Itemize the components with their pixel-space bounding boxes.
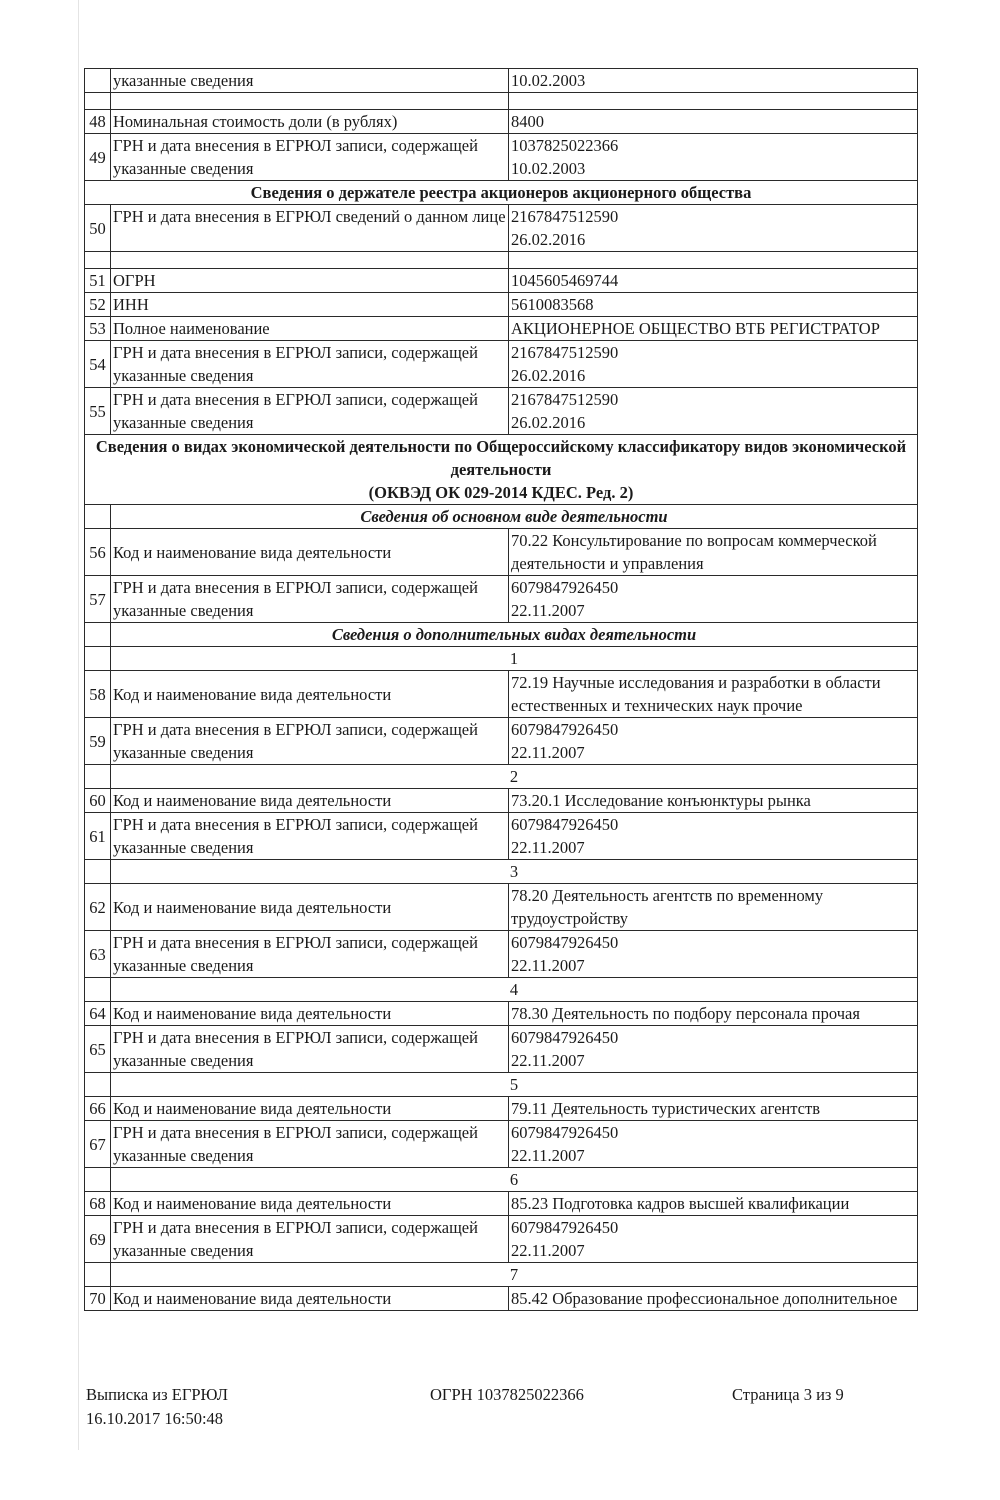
row-number: 53 xyxy=(85,317,111,341)
table-row xyxy=(85,789,918,813)
row-number-empty xyxy=(85,860,111,884)
row-label: Код и наименование вида деятельности xyxy=(111,1287,509,1311)
row-number: 55 xyxy=(85,388,111,435)
row-value xyxy=(509,1192,918,1216)
row-number: 59 xyxy=(85,718,111,765)
activity-counter-row xyxy=(85,860,918,884)
row-number: 64 xyxy=(85,1002,111,1026)
row-label: ГРН и дата внесения в ЕГРЮЛ сведений о данном лице xyxy=(111,205,509,252)
row-label: ГРН и дата внесения в ЕГРЮЛ записи, содержащей указанные сведения xyxy=(111,341,509,388)
row-value xyxy=(509,671,918,718)
section-header-line: (ОКВЭД ОК 029-2014 КДЕС. Ред. 2) xyxy=(368,483,634,502)
row-value-line: 1045605469744 xyxy=(511,271,619,290)
row-value-line: 8400 xyxy=(511,112,544,131)
row-value-line: 78.30 Деятельность по подбору персонала прочая xyxy=(511,1004,860,1023)
row-number-empty xyxy=(85,69,111,93)
row-number: 70 xyxy=(85,1287,111,1311)
row-number: 50 xyxy=(85,205,111,252)
row-value-line: 79.11 Деятельность туристических агентств xyxy=(511,1099,821,1118)
row-value-line: 6079847926450 xyxy=(511,720,619,739)
activity-counter-row xyxy=(85,1263,918,1287)
row-value xyxy=(509,205,918,252)
row-number-empty xyxy=(85,765,111,789)
activity-counter-row xyxy=(85,1073,918,1097)
row-value-line: 26.02.2016 xyxy=(511,366,586,385)
row-number-empty xyxy=(85,1168,111,1192)
section-header xyxy=(85,181,918,205)
row-value xyxy=(509,293,918,317)
table-row xyxy=(85,813,918,860)
row-label: Код и наименование вида деятельности xyxy=(111,671,509,718)
table-row xyxy=(85,293,918,317)
row-value-line: 22.11.2007 xyxy=(511,1241,585,1260)
table-row xyxy=(85,1192,918,1216)
row-number: 57 xyxy=(85,576,111,623)
row-number-empty xyxy=(85,623,111,647)
row-number: 61 xyxy=(85,813,111,860)
row-value: 10.02.2003 xyxy=(509,69,918,93)
subsection-header: Сведения об основном виде деятельности xyxy=(111,505,918,529)
row-value-line: 6079847926450 xyxy=(511,815,619,834)
row-number-empty xyxy=(85,978,111,1002)
row-value-line: 2167847512590 xyxy=(511,343,619,362)
row-value-line: 85.42 Образование профессиональное дополнительное xyxy=(511,1289,898,1308)
row-number: 63 xyxy=(85,931,111,978)
row-label: ГРН и дата внесения в ЕГРЮЛ записи, содержащей указанные сведения xyxy=(111,1121,509,1168)
footer-ogrn: ОГРН 1037825022366 xyxy=(430,1385,584,1404)
row-value-line: 73.20.1 Исследование конъюнктуры рынка xyxy=(511,791,811,810)
activity-counter: 7 xyxy=(111,1263,918,1287)
row-label: Код и наименование вида деятельности xyxy=(111,884,509,931)
table-row-continuation xyxy=(85,69,918,93)
row-label: ГРН и дата внесения в ЕГРЮЛ записи, содержащей указанные сведения xyxy=(111,134,509,181)
row-value-line: 6079847926450 xyxy=(511,1028,619,1047)
blank-cell xyxy=(85,252,111,269)
row-value-line: 6079847926450 xyxy=(511,578,619,597)
blank-cell xyxy=(509,252,918,269)
table-row xyxy=(85,1287,918,1311)
row-value xyxy=(509,1026,918,1073)
row-value-line: 6079847926450 xyxy=(511,1123,619,1142)
row-value xyxy=(509,388,918,435)
table-row xyxy=(85,671,918,718)
row-value xyxy=(509,134,918,181)
row-value xyxy=(509,576,918,623)
subsection-header-row xyxy=(85,505,918,529)
row-label: ГРН и дата внесения в ЕГРЮЛ записи, содержащей указанные сведения xyxy=(111,718,509,765)
row-number: 48 xyxy=(85,110,111,134)
row-value-line: 26.02.2016 xyxy=(511,230,586,249)
row-value xyxy=(509,718,918,765)
section-header xyxy=(85,435,918,505)
row-value xyxy=(509,317,918,341)
row-value-line: 70.22 Консультирование по вопросам коммерческой деятельности и управления xyxy=(511,531,877,573)
egrul-extract-table xyxy=(84,68,918,1311)
row-label: ГРН и дата внесения в ЕГРЮЛ записи, содержащей указанные сведения xyxy=(111,813,509,860)
row-value-line: 2167847512590 xyxy=(511,207,619,226)
row-value-line: 22.11.2007 xyxy=(511,838,585,857)
table-row xyxy=(85,529,918,576)
table-row xyxy=(85,1002,918,1026)
activity-counter: 2 xyxy=(111,765,918,789)
row-value xyxy=(509,1287,918,1311)
row-number-empty xyxy=(85,505,111,529)
row-value xyxy=(509,269,918,293)
section-header-line: Сведения о держателе реестра акционеров акционерного общества xyxy=(250,183,752,202)
row-label: ИНН xyxy=(111,293,509,317)
row-label: Код и наименование вида деятельности xyxy=(111,789,509,813)
row-value-line: 22.11.2007 xyxy=(511,1051,585,1070)
row-number: 62 xyxy=(85,884,111,931)
row-number-empty xyxy=(85,1263,111,1287)
row-value xyxy=(509,110,918,134)
row-number: 67 xyxy=(85,1121,111,1168)
row-value-line: 72.19 Научные исследования и разработки в области естественных и технических наук прочие xyxy=(511,673,881,715)
table-row xyxy=(85,341,918,388)
blank-row xyxy=(85,93,918,110)
row-label: ГРН и дата внесения в ЕГРЮЛ записи, содержащей указанные сведения xyxy=(111,576,509,623)
activity-counter-row xyxy=(85,647,918,671)
activity-counter: 5 xyxy=(111,1073,918,1097)
footer-source-title: Выписка из ЕГРЮЛ xyxy=(86,1385,228,1404)
table-row xyxy=(85,718,918,765)
row-number: 56 xyxy=(85,529,111,576)
row-value xyxy=(509,1002,918,1026)
row-label: Номинальная стоимость доли (в рублях) xyxy=(111,110,509,134)
row-value-line: 78.20 Деятельность агентств по временному трудоустройству xyxy=(511,886,824,928)
row-number: 68 xyxy=(85,1192,111,1216)
row-value-line: 6079847926450 xyxy=(511,1218,619,1237)
footer-source xyxy=(86,1383,228,1431)
row-number: 60 xyxy=(85,789,111,813)
row-label: Код и наименование вида деятельности xyxy=(111,529,509,576)
table-row xyxy=(85,269,918,293)
activity-counter: 4 xyxy=(111,978,918,1002)
row-label: ОГРН xyxy=(111,269,509,293)
row-value xyxy=(509,1121,918,1168)
row-value-line: АКЦИОНЕРНОЕ ОБЩЕСТВО ВТБ РЕГИСТРАТОР xyxy=(511,319,880,338)
section-header-row xyxy=(85,435,918,505)
row-number: 65 xyxy=(85,1026,111,1073)
row-label: Код и наименование вида деятельности xyxy=(111,1002,509,1026)
table-row xyxy=(85,1216,918,1263)
blank-cell xyxy=(111,93,509,110)
activity-counter-row xyxy=(85,1168,918,1192)
row-label: ГРН и дата внесения в ЕГРЮЛ записи, содержащей указанные сведения xyxy=(111,388,509,435)
page-edge xyxy=(78,0,79,1450)
table-row xyxy=(85,1121,918,1168)
activity-counter-row xyxy=(85,765,918,789)
row-value xyxy=(509,884,918,931)
row-number: 51 xyxy=(85,269,111,293)
section-header-row xyxy=(85,181,918,205)
row-number-empty xyxy=(85,1073,111,1097)
table-row xyxy=(85,1026,918,1073)
row-value-line: 22.11.2007 xyxy=(511,1146,585,1165)
row-number: 69 xyxy=(85,1216,111,1263)
section-header-line: Сведения о видах экономической деятельности по Общероссийскому классификатору видов экономической деятельности xyxy=(95,437,907,479)
table-row xyxy=(85,388,918,435)
table-row xyxy=(85,205,918,252)
footer-source-datetime: 16.10.2017 16:50:48 xyxy=(86,1409,224,1428)
row-label: ГРН и дата внесения в ЕГРЮЛ записи, содержащей указанные сведения xyxy=(111,931,509,978)
row-label: ГРН и дата внесения в ЕГРЮЛ записи, содержащей указанные сведения xyxy=(111,1026,509,1073)
activity-counter: 1 xyxy=(111,647,918,671)
row-label: Полное наименование xyxy=(111,317,509,341)
blank-cell xyxy=(509,93,918,110)
row-value-line: 85.23 Подготовка кадров высшей квалификации xyxy=(511,1194,850,1213)
row-number: 58 xyxy=(85,671,111,718)
row-label: ГРН и дата внесения в ЕГРЮЛ записи, содержащей указанные сведения xyxy=(111,1216,509,1263)
table-row xyxy=(85,317,918,341)
footer-page-number: Страница 3 из 9 xyxy=(732,1385,844,1404)
blank-row xyxy=(85,252,918,269)
row-label: указанные сведения xyxy=(111,69,509,93)
row-value-line: 22.11.2007 xyxy=(511,601,585,620)
activity-counter-row xyxy=(85,978,918,1002)
row-value xyxy=(509,931,918,978)
row-value-line: 1037825022366 xyxy=(511,136,619,155)
row-value xyxy=(509,1097,918,1121)
row-value xyxy=(509,1216,918,1263)
table-row xyxy=(85,576,918,623)
row-number: 52 xyxy=(85,293,111,317)
table-row xyxy=(85,1097,918,1121)
subsection-header: Сведения о дополнительных видах деятельности xyxy=(111,623,918,647)
row-value-line: 10.02.2003 xyxy=(511,159,586,178)
row-value-line: 22.11.2007 xyxy=(511,956,585,975)
row-value-line: 26.02.2016 xyxy=(511,413,586,432)
row-number: 66 xyxy=(85,1097,111,1121)
blank-cell xyxy=(111,252,509,269)
row-value-line: 5610083568 xyxy=(511,295,594,314)
row-number: 49 xyxy=(85,134,111,181)
row-value xyxy=(509,813,918,860)
row-value xyxy=(509,529,918,576)
activity-counter: 6 xyxy=(111,1168,918,1192)
row-value xyxy=(509,341,918,388)
subsection-header-row xyxy=(85,623,918,647)
table-row xyxy=(85,134,918,181)
table-row xyxy=(85,110,918,134)
row-value-line: 2167847512590 xyxy=(511,390,619,409)
row-label: Код и наименование вида деятельности xyxy=(111,1097,509,1121)
table-row xyxy=(85,884,918,931)
row-value-line: 22.11.2007 xyxy=(511,743,585,762)
row-value xyxy=(509,789,918,813)
row-number: 54 xyxy=(85,341,111,388)
activity-counter: 3 xyxy=(111,860,918,884)
table-row xyxy=(85,931,918,978)
row-number-empty xyxy=(85,647,111,671)
blank-cell xyxy=(85,93,111,110)
row-value-line: 6079847926450 xyxy=(511,933,619,952)
row-label: Код и наименование вида деятельности xyxy=(111,1192,509,1216)
